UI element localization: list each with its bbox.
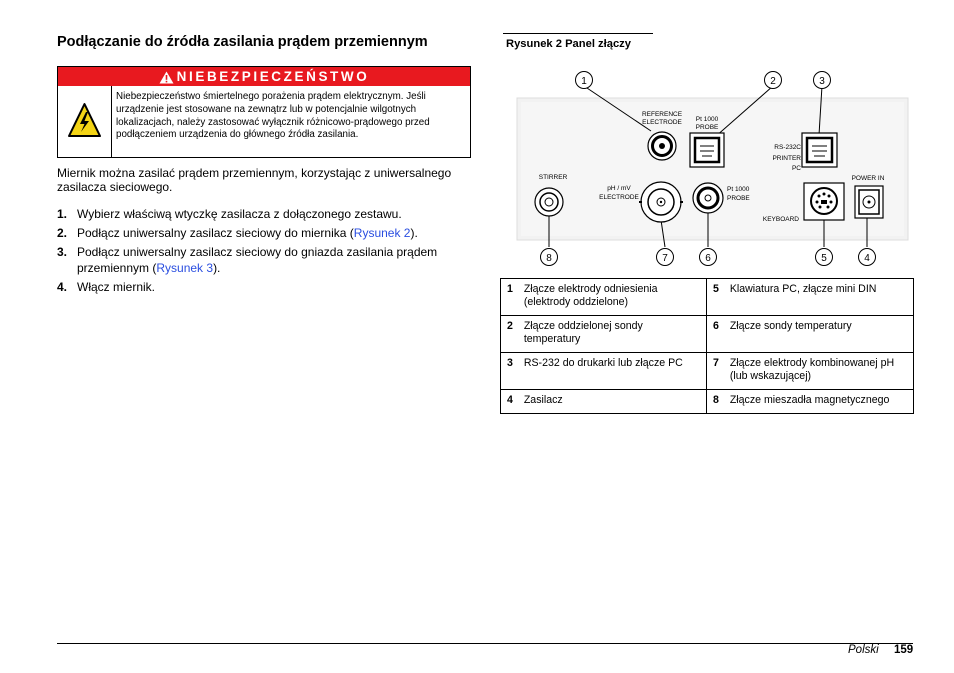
figure-rule xyxy=(503,33,653,34)
footer-rule xyxy=(57,643,913,644)
legend-text: Klawiatura PC, złącze mini DIN xyxy=(726,279,914,316)
electric-shock-icon xyxy=(58,86,111,157)
rs232c-connector xyxy=(802,133,837,167)
footer-language: Polski xyxy=(848,644,879,656)
connector-panel-diagram xyxy=(503,65,913,275)
legend-row xyxy=(501,316,914,353)
legend-text: Złącze oddzielonej sondy temperatury xyxy=(520,316,707,353)
keyboard-mini-din-connector xyxy=(804,183,844,220)
legend-row xyxy=(501,353,914,390)
step-item xyxy=(57,280,472,296)
callout-4: 4 xyxy=(864,253,870,264)
step-number: 4. xyxy=(57,279,68,294)
rs232-label-2: PRINTER xyxy=(772,155,801,162)
step-text: Podłącz uniwersalny zasilacz sieciowy do miernika ( xyxy=(77,226,354,240)
pt1000-top-label-1: Pt 1000 xyxy=(695,116,719,123)
legend-number: 4 xyxy=(501,390,520,414)
legend-row xyxy=(501,279,914,316)
callout-1: 1 xyxy=(581,76,587,87)
danger-header xyxy=(58,67,470,86)
pt1000-bottom-label-1: Pt 1000 xyxy=(727,186,750,193)
legend-text: Zasilacz xyxy=(520,390,707,414)
intro-paragraph: Miernik można zasilać prądem przemiennym, korzystając z uniwersalnego zasilacza sieciowego. xyxy=(57,166,452,195)
warning-triangle-icon xyxy=(159,71,174,84)
legend-number: 3 xyxy=(501,353,520,390)
legend-text: RS-232 do drukarki lub złącze PC xyxy=(520,353,707,390)
rs232-label-3: PC xyxy=(791,165,801,172)
warning-icon-cell xyxy=(58,86,112,157)
ph-label-1: pH / mV xyxy=(607,185,631,192)
callout-2: 2 xyxy=(770,76,776,87)
step-number: 1. xyxy=(57,207,68,221)
step-number: 3. xyxy=(57,245,68,259)
figure-3-link[interactable]: Rysunek 3 xyxy=(156,260,214,275)
legend-number: 1 xyxy=(501,279,520,316)
step-text: Wybierz właściwą wtyczkę zasilacza z dołączonego zestawu. xyxy=(77,207,402,221)
figure-2-link[interactable]: Rysunek 2 xyxy=(353,226,411,240)
reference-label-1: REFERENCE xyxy=(641,111,683,118)
legend-text: Złącze elektrody kombinowanej pH (lub wskazującej) xyxy=(726,353,914,390)
step-number: 2. xyxy=(57,226,68,240)
callout-7: 7 xyxy=(662,253,668,264)
legend-number: 6 xyxy=(707,316,726,353)
ph-label-2: ELECTRODE xyxy=(599,194,639,201)
section-title: Podłączanie do źródła zasilania prądem przemiennym xyxy=(57,34,428,50)
steps-list xyxy=(57,207,472,299)
pt1000-bottom-label-2: PROBE xyxy=(727,195,750,202)
legend-number: 7 xyxy=(707,353,726,390)
danger-text: Niebezpieczeństwo śmiertelnego porażenia prądem elektrycznym. Jeśli urządzenie jest stosowane na zewnątrz lub w potencjalnie wilgotnych lokalizacjach, należy zastosować wyłącznik różnicowo-prądowego przed podłączeniem urządzenia do głównego źródła zasilania. xyxy=(116,91,430,141)
step-item xyxy=(57,207,472,223)
danger-warning-box xyxy=(57,66,471,158)
keyboard-label: KEYBOARD xyxy=(762,216,799,223)
step-item xyxy=(57,245,472,276)
stirrer-connector xyxy=(535,188,563,216)
step-text: Włącz miernik. xyxy=(77,279,156,294)
figure-caption: Rysunek 2 Panel złączy xyxy=(506,38,631,50)
legend-text: Złącze mieszadła magnetycznego xyxy=(726,390,914,414)
power-in-connector xyxy=(855,186,883,218)
step-item xyxy=(57,226,472,242)
callout-5: 5 xyxy=(821,253,827,264)
callout-8: 8 xyxy=(546,253,552,264)
legend-number: 2 xyxy=(501,316,520,353)
danger-heading: NIEBEZPIECZEŃSTWO xyxy=(176,69,370,84)
stirrer-label: STIRRER xyxy=(538,174,568,181)
reference-label-2: ELECTRODE xyxy=(642,119,682,126)
callout-6: 6 xyxy=(705,253,711,264)
legend-text: Złącze sondy temperatury xyxy=(726,316,914,353)
callout-3: 3 xyxy=(819,76,825,87)
rs232-label-1: RS-232C xyxy=(774,144,801,151)
legend-number: 5 xyxy=(707,279,726,316)
legend-table xyxy=(500,278,914,414)
legend-row xyxy=(501,390,914,414)
reference-electrode-connector xyxy=(648,132,676,160)
pt1000-top-label-2: PROBE xyxy=(695,124,719,131)
power-in-label: POWER IN xyxy=(851,175,885,182)
legend-number: 8 xyxy=(707,390,726,414)
step-text-end: ). xyxy=(410,226,418,240)
pt1000-probe-connector-bottom xyxy=(693,183,723,213)
page-number: 159 xyxy=(894,644,914,656)
pt1000-probe-connector-top xyxy=(690,133,724,167)
step-text-end: ). xyxy=(213,260,221,275)
legend-text: Złącze elektrody odniesienia (elektrody oddzielone) xyxy=(520,279,707,316)
step-text: Podłącz uniwersalny zasilacz sieciowy do gniazda zasilania prądem przemiennym ( xyxy=(77,245,438,275)
